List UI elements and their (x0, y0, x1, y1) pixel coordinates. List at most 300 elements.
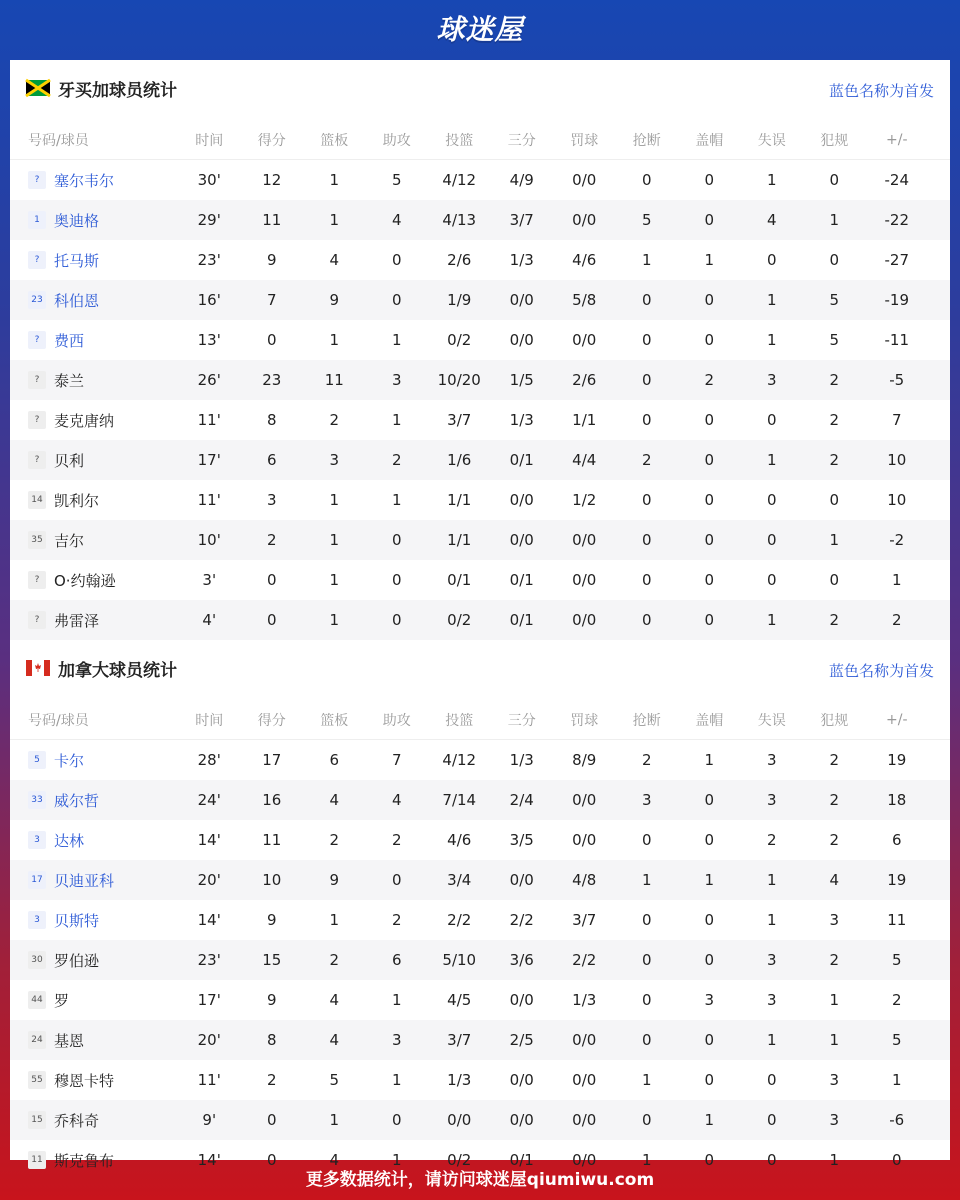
player-name[interactable]: 贝迪亚科 (54, 871, 115, 890)
stat-cell: 4/6 (572, 251, 597, 269)
stat-cell: 1 (329, 911, 340, 929)
stat-cell: 3 (704, 991, 715, 1009)
stat-cell: 0/0 (509, 531, 534, 549)
stat-cell: 1 (704, 871, 715, 889)
jersey-number: 1 (28, 211, 46, 229)
stat-cell: 0 (704, 911, 715, 929)
player-cell (10, 950, 178, 971)
stat-cell: 8/9 (572, 751, 597, 769)
jersey-number: ? (28, 571, 46, 589)
stat-cell: 0 (641, 171, 652, 189)
player-row[interactable] (10, 520, 950, 560)
table-header (10, 700, 950, 740)
stat-cell: 18 (887, 791, 907, 809)
stat-cell: 5/8 (572, 291, 597, 309)
stat-cell: 0/1 (447, 571, 472, 589)
player-name[interactable]: O·约翰逊 (54, 571, 116, 590)
stat-cell: 4/6 (447, 831, 472, 849)
player-cell (10, 530, 178, 551)
stat-cell: 0/0 (572, 1031, 597, 1049)
stat-cell: 5 (641, 211, 652, 229)
stat-cell: 26' (197, 371, 221, 389)
stat-cell: 3/7 (509, 211, 534, 229)
stat-cell: 0/0 (447, 1111, 472, 1129)
stat-cell: 1 (641, 251, 652, 269)
stat-cell: 0/0 (509, 1071, 534, 1089)
stat-cell: 1 (329, 1111, 340, 1129)
stat-cell: 12 (262, 171, 282, 189)
team-name: 牙买加球员统计 (58, 80, 177, 101)
stat-cell: 24' (197, 791, 221, 809)
stat-cell: -19 (884, 291, 909, 309)
stat-cell: 29' (197, 211, 221, 229)
stat-cell: 2 (329, 951, 340, 969)
player-row[interactable] (10, 740, 950, 780)
stat-cell: 11 (262, 831, 282, 849)
stat-cell: 1 (829, 991, 840, 1009)
stat-cell: 0 (641, 331, 652, 349)
stat-cell: 0 (391, 571, 402, 589)
stat-cell: 3/7 (572, 911, 597, 929)
player-row[interactable] (10, 360, 950, 400)
stat-cell: 0 (891, 1151, 902, 1169)
column-header: +/- (886, 711, 908, 728)
player-row[interactable] (10, 1060, 950, 1100)
player-name[interactable]: 科伯恩 (54, 291, 100, 310)
stat-cell: 0 (766, 571, 777, 589)
table-header (10, 120, 950, 160)
stat-cell: 1 (766, 451, 777, 469)
stat-cell: 9 (266, 251, 277, 269)
stat-cell: 0/0 (509, 331, 534, 349)
stat-cell: 23' (197, 951, 221, 969)
stat-cell: 1 (766, 1031, 777, 1049)
jersey-number: 14 (28, 491, 46, 509)
column-header: +/- (886, 131, 908, 148)
jersey-number: ? (28, 171, 46, 189)
stat-cell: 0 (704, 1151, 715, 1169)
player-cell (10, 990, 178, 1011)
stat-cell: 3/7 (447, 411, 472, 429)
stat-cell: 11 (887, 911, 907, 929)
column-header: 篮板 (320, 132, 349, 149)
stat-cell: 0 (704, 1031, 715, 1049)
column-header: 助攻 (382, 132, 411, 149)
player-row[interactable] (10, 560, 950, 600)
stat-cell: 5 (829, 291, 840, 309)
stat-cell: 0 (641, 1111, 652, 1129)
stat-cell: -5 (889, 371, 905, 389)
stat-cell: 1 (704, 1111, 715, 1129)
stat-cell: 0 (704, 211, 715, 229)
player-row[interactable] (10, 1020, 950, 1060)
player-name[interactable]: 托马斯 (54, 251, 100, 270)
stat-cell: 0 (391, 251, 402, 269)
stat-cell: 3/5 (509, 831, 534, 849)
stat-cell: 1 (641, 1071, 652, 1089)
stat-cell: 0/0 (572, 331, 597, 349)
stat-cell: 4/4 (572, 451, 597, 469)
team-header (10, 640, 950, 700)
stat-cell: 1 (329, 491, 340, 509)
stat-cell: 2/6 (447, 251, 472, 269)
stat-cell: 1 (766, 171, 777, 189)
stat-cell: 3 (391, 1031, 402, 1049)
stat-cell: 0 (704, 171, 715, 189)
player-name[interactable]: 奥迪格 (54, 211, 100, 230)
stat-cell: 2/4 (509, 791, 534, 809)
player-row[interactable] (10, 860, 950, 900)
stat-cell: 1 (891, 571, 902, 589)
stat-cell: 0 (266, 611, 277, 629)
stat-cell: 19 (887, 751, 907, 769)
player-name[interactable]: 罗 (54, 991, 70, 1010)
column-header: 号码/球员 (28, 132, 89, 149)
player-cell (10, 1070, 178, 1091)
stat-cell: 1/3 (509, 411, 534, 429)
stat-cell: 0 (641, 991, 652, 1009)
stat-cell: 1 (391, 331, 402, 349)
stat-cell: 4/8 (572, 871, 597, 889)
stat-cell: 0/0 (509, 871, 534, 889)
stat-cell: 11' (197, 411, 221, 429)
stat-cell: 0 (704, 611, 715, 629)
stat-cell: 2 (641, 751, 652, 769)
player-cell (10, 330, 178, 351)
stat-cell: 30' (197, 171, 221, 189)
stat-cell: 3' (202, 571, 217, 589)
stat-cell: 1 (329, 611, 340, 629)
stat-cell: 0 (391, 291, 402, 309)
stat-cell: 0 (704, 531, 715, 549)
stat-cell: 0 (766, 251, 777, 269)
stat-cell: 0 (641, 831, 652, 849)
stat-cell: 0 (704, 411, 715, 429)
stat-cell: 4 (329, 1031, 340, 1049)
player-cell (10, 870, 178, 891)
stat-cell: 23' (197, 251, 221, 269)
column-header: 时间 (195, 132, 224, 149)
column-header: 助攻 (382, 712, 411, 729)
player-row[interactable] (10, 160, 950, 200)
stat-cell: 0 (704, 791, 715, 809)
stat-cell: 1/9 (447, 291, 472, 309)
stat-cell: 0/1 (509, 451, 534, 469)
stat-cell: 4 (829, 871, 840, 889)
stat-cell: 0 (641, 611, 652, 629)
player-name[interactable]: 卡尔 (54, 751, 85, 770)
stat-cell: 23 (262, 371, 282, 389)
stat-cell: 2 (641, 451, 652, 469)
stat-cell: 1 (766, 911, 777, 929)
player-cell (10, 790, 178, 811)
player-row[interactable] (10, 820, 950, 860)
player-cell (10, 170, 178, 191)
stat-cell: 9 (266, 911, 277, 929)
player-row[interactable] (10, 940, 950, 980)
stat-cell: 0 (641, 951, 652, 969)
stat-cell: 2 (829, 831, 840, 849)
stat-cell: 0 (704, 571, 715, 589)
stat-cell: 0 (704, 331, 715, 349)
stat-cell: 0 (829, 491, 840, 509)
stat-cell: 0 (829, 251, 840, 269)
team-header (10, 60, 950, 120)
player-name[interactable]: 塞尔韦尔 (54, 171, 115, 190)
stat-cell: 0/0 (572, 791, 597, 809)
site-logo: 球迷屋 (436, 13, 524, 46)
stat-cell: 0 (641, 291, 652, 309)
stat-cell: 0 (641, 911, 652, 929)
stat-cell: 4 (766, 211, 777, 229)
stat-cell: -2 (889, 531, 905, 549)
stat-cell: 11 (324, 371, 344, 389)
stat-cell: -24 (884, 171, 909, 189)
stat-cell: 3 (266, 491, 277, 509)
stat-cell: 0 (641, 571, 652, 589)
player-cell (10, 210, 178, 231)
stat-cell: 20' (197, 871, 221, 889)
player-cell (10, 250, 178, 271)
stat-cell: 0/0 (572, 571, 597, 589)
stat-cell: 1 (766, 331, 777, 349)
player-row[interactable] (10, 900, 950, 940)
stat-cell: 4 (329, 1151, 340, 1169)
stat-cell: 9 (329, 291, 340, 309)
stat-cell: 15 (262, 951, 282, 969)
stat-cell: 0 (391, 1111, 402, 1129)
column-header: 罚球 (570, 712, 599, 729)
stat-cell: 4 (329, 791, 340, 809)
stat-cell: 3 (829, 911, 840, 929)
player-name[interactable]: 斯克鲁布 (54, 1151, 115, 1170)
player-name[interactable]: 弗雷泽 (54, 611, 100, 630)
stat-cell: 4' (202, 611, 217, 629)
player-name[interactable]: 费西 (54, 331, 85, 350)
stat-cell: 3 (766, 751, 777, 769)
player-name[interactable]: 贝斯特 (54, 911, 100, 930)
stat-cell: -27 (884, 251, 909, 269)
player-name[interactable]: 威尔哲 (54, 791, 100, 810)
jersey-number: 15 (28, 1111, 46, 1129)
stat-cell: 1/1 (447, 531, 472, 549)
stat-cell: -22 (884, 211, 909, 229)
stat-cell: 14' (197, 831, 221, 849)
stat-cell: 4/13 (442, 211, 477, 229)
stat-cell: 0 (391, 871, 402, 889)
stat-cell: 0/1 (509, 1151, 534, 1169)
stat-cell: 2 (391, 911, 402, 929)
stat-cell: 2 (829, 611, 840, 629)
player-name[interactable]: 泰兰 (54, 371, 85, 390)
jersey-number: 3 (28, 911, 46, 929)
column-header: 抢断 (632, 712, 661, 729)
stat-cell: 6 (329, 751, 340, 769)
stat-cell: 1/3 (509, 751, 534, 769)
stat-cell: 2 (891, 991, 902, 1009)
stat-cell: 0 (766, 1111, 777, 1129)
stat-cell: 1 (766, 291, 777, 309)
column-header: 罚球 (570, 132, 599, 149)
stat-cell: 1 (329, 171, 340, 189)
stat-cell: 2 (391, 451, 402, 469)
player-row[interactable] (10, 400, 950, 440)
team-section (10, 60, 950, 640)
stat-cell: 10 (887, 491, 907, 509)
player-name[interactable]: 达林 (54, 831, 85, 850)
player-name[interactable]: 吉尔 (54, 531, 85, 550)
stat-cell: 3/4 (447, 871, 472, 889)
player-cell (10, 410, 178, 431)
stat-cell: 3 (766, 991, 777, 1009)
column-header: 投篮 (445, 132, 474, 149)
stat-cell: 0 (641, 371, 652, 389)
stat-cell: 3 (766, 791, 777, 809)
stat-cell: 0 (704, 1071, 715, 1089)
stat-cell: 0/0 (572, 611, 597, 629)
stat-cell: 6 (891, 831, 902, 849)
stat-cell: 13' (197, 331, 221, 349)
stat-cell: 0/2 (447, 611, 472, 629)
column-header: 失误 (757, 712, 786, 729)
stat-cell: 0 (391, 531, 402, 549)
stat-cell: 2 (829, 791, 840, 809)
stat-cell: 2 (829, 451, 840, 469)
stat-cell: 7 (391, 751, 402, 769)
jersey-number: 11 (28, 1151, 46, 1169)
stat-cell: 6 (266, 451, 277, 469)
stat-cell: 1 (391, 1071, 402, 1089)
stat-cell: 1 (641, 871, 652, 889)
stat-cell: 2 (266, 1071, 277, 1089)
player-row[interactable] (10, 1100, 950, 1140)
player-name[interactable]: 凯利尔 (54, 491, 100, 510)
stat-cell: 4/5 (447, 991, 472, 1009)
stat-cell: 0 (641, 531, 652, 549)
stat-cell: 0 (766, 411, 777, 429)
column-header: 得分 (257, 712, 286, 729)
jersey-number: 17 (28, 871, 46, 889)
stat-cell: 1/3 (572, 991, 597, 1009)
footer-link[interactable]: 更多数据统计，请访问球迷屋qiumiwu.com (305, 1170, 655, 1190)
stat-cell: 1 (391, 491, 402, 509)
stat-cell: 9 (329, 871, 340, 889)
column-header: 得分 (257, 132, 286, 149)
stat-cell: 0 (766, 531, 777, 549)
jersey-number: 30 (28, 951, 46, 969)
stat-cell: 0/0 (572, 831, 597, 849)
stat-cell: 11' (197, 1071, 221, 1089)
stat-cell: 5 (329, 1071, 340, 1089)
player-row[interactable] (10, 980, 950, 1020)
stat-cell: 0/0 (572, 171, 597, 189)
stat-cell: 2 (829, 411, 840, 429)
player-cell (10, 450, 178, 471)
stat-cell: 10 (887, 451, 907, 469)
stat-cell: 17' (197, 451, 221, 469)
stat-cell: 2 (829, 951, 840, 969)
player-name[interactable]: 穆恩卡特 (54, 1071, 115, 1090)
stat-cell: 8 (266, 1031, 277, 1049)
stat-cell: 0 (766, 491, 777, 509)
stat-cell: -6 (889, 1111, 905, 1129)
stat-cell: 19 (887, 871, 907, 889)
player-name[interactable]: 罗伯逊 (54, 951, 100, 970)
stat-cell: 0 (641, 491, 652, 509)
player-cell (10, 370, 178, 391)
stat-cell: 0 (266, 1151, 277, 1169)
column-header: 犯规 (820, 712, 849, 729)
stat-cell: 7 (891, 411, 902, 429)
stat-cell: 1/3 (447, 1071, 472, 1089)
stat-cell: 1/1 (572, 411, 597, 429)
stat-cell: 3 (641, 791, 652, 809)
stat-cell: 1 (829, 211, 840, 229)
player-cell (10, 610, 178, 631)
jersey-number: 3 (28, 831, 46, 849)
player-name[interactable]: 麦克唐纳 (54, 411, 115, 430)
stat-cell: 1 (829, 1151, 840, 1169)
player-name[interactable]: 基恩 (54, 1031, 85, 1050)
stat-cell: 0/0 (509, 1111, 534, 1129)
player-name[interactable]: 乔科奇 (54, 1111, 100, 1130)
column-header: 盖帽 (695, 712, 724, 729)
player-row[interactable] (10, 320, 950, 360)
stat-cell: 4 (329, 991, 340, 1009)
stat-cell: 2 (266, 531, 277, 549)
stat-cell: 2 (391, 831, 402, 849)
stat-cell: 3 (391, 371, 402, 389)
stat-cell: 0/0 (572, 531, 597, 549)
stat-cell: 0 (641, 411, 652, 429)
stat-cell: 1 (329, 331, 340, 349)
stat-cell: 0 (266, 331, 277, 349)
stat-cell: 1 (329, 571, 340, 589)
stat-cell: 9' (202, 1111, 217, 1129)
stat-cell: 1/1 (447, 491, 472, 509)
player-row[interactable] (10, 480, 950, 520)
player-name[interactable]: 贝利 (54, 451, 85, 470)
stat-cell: 10' (197, 531, 221, 549)
stat-cell: 3 (766, 371, 777, 389)
player-row[interactable] (10, 780, 950, 820)
canada-flag-icon (26, 660, 50, 676)
stat-cell: 2 (829, 371, 840, 389)
player-row[interactable] (10, 200, 950, 240)
stat-cell: 6 (391, 951, 402, 969)
stat-cell: 28' (197, 751, 221, 769)
player-row[interactable] (10, 280, 950, 320)
stat-cell: 1 (766, 871, 777, 889)
player-row[interactable] (10, 440, 950, 480)
team-title (26, 76, 177, 100)
player-row[interactable] (10, 240, 950, 280)
stat-cell: 2/6 (572, 371, 597, 389)
column-header: 篮板 (320, 712, 349, 729)
stat-cell: 1 (891, 1071, 902, 1089)
jersey-number: 35 (28, 531, 46, 549)
stat-cell: 10/20 (437, 371, 481, 389)
stat-cell: 11 (262, 211, 282, 229)
stat-cell: 2/2 (572, 951, 597, 969)
stat-cell: 1/2 (572, 491, 597, 509)
stat-cell: 1 (329, 531, 340, 549)
player-row[interactable] (10, 600, 950, 640)
stat-cell: 0 (704, 831, 715, 849)
stat-cell: 14' (197, 1151, 221, 1169)
stat-cell: 1 (829, 531, 840, 549)
stat-cell: 1 (704, 751, 715, 769)
